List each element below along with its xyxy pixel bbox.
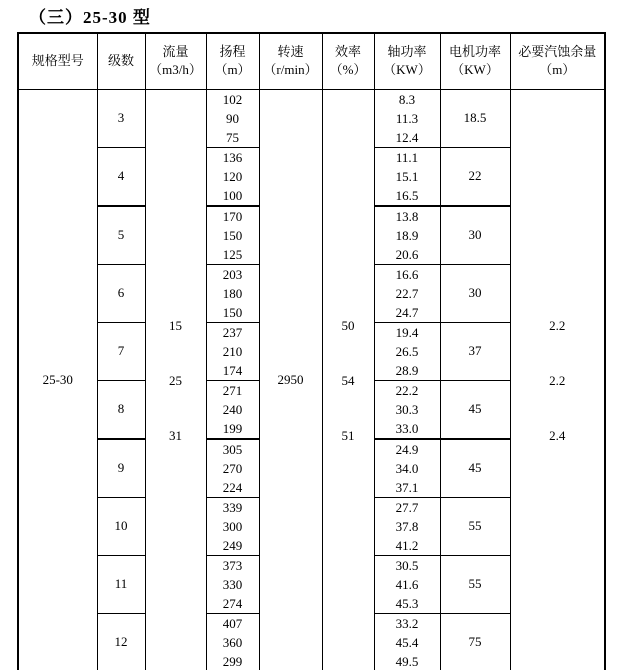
cell-stage: 9 xyxy=(97,439,145,498)
shaft-power-value: 16.5 xyxy=(395,187,419,203)
cell-stage: 7 xyxy=(97,322,145,380)
pump-spec-table xyxy=(17,32,606,670)
cell-head xyxy=(206,497,259,555)
shaft-power-value: 34.0 xyxy=(395,460,419,476)
cell-shaft-power xyxy=(374,497,440,555)
shaft-power-value: 33.2 xyxy=(395,615,419,631)
cell-shaft-power xyxy=(374,322,440,380)
cell-motor-power: 18.5 xyxy=(440,89,510,147)
header-cell-shaft-power xyxy=(374,33,440,89)
head-value: 150 xyxy=(222,304,243,320)
shaft-power-value: 33.0 xyxy=(395,420,419,436)
head-value: 249 xyxy=(222,537,243,553)
shaft-power-value: 30.5 xyxy=(395,557,419,573)
header-label: 流量 xyxy=(162,44,189,60)
header-label: 级数 xyxy=(107,53,134,69)
shaft-power-value: 27.7 xyxy=(395,499,419,515)
efficiency-value: 51 xyxy=(341,427,355,443)
cell-shaft-power xyxy=(374,264,440,322)
head-value: 170 xyxy=(222,208,243,224)
cell-head xyxy=(206,555,259,613)
header-cell-model xyxy=(18,33,97,89)
head-value: 407 xyxy=(222,615,243,631)
flow-value: 15 xyxy=(169,317,182,333)
head-value: 203 xyxy=(222,266,243,282)
head-value: 100 xyxy=(222,187,243,203)
head-value: 339 xyxy=(222,499,243,515)
shaft-power-value: 22.2 xyxy=(395,382,419,398)
head-value: 360 xyxy=(222,634,243,650)
cell-model xyxy=(18,89,97,670)
header-unit: （KW） xyxy=(383,62,431,78)
head-value: 270 xyxy=(222,460,243,476)
npsh-value: 2.4 xyxy=(549,427,566,443)
header-unit: （m3/h） xyxy=(149,62,202,78)
shaft-power-value: 37.8 xyxy=(395,518,419,534)
shaft-power-value: 8.3 xyxy=(398,91,416,107)
speed-value: 2950 xyxy=(277,372,304,387)
shaft-power-value: 24.9 xyxy=(395,441,419,457)
cell-motor-power: 55 xyxy=(440,497,510,555)
head-value: 373 xyxy=(222,557,243,573)
cell-motor-power: 45 xyxy=(440,439,510,498)
shaft-power-value: 18.9 xyxy=(395,227,419,243)
shaft-power-value: 11.1 xyxy=(395,149,419,165)
cell-stage: 5 xyxy=(97,206,145,265)
cell-head xyxy=(206,206,259,265)
head-value: 330 xyxy=(222,576,243,592)
shaft-power-value: 45.3 xyxy=(395,595,419,611)
shaft-power-value: 15.1 xyxy=(395,168,419,184)
head-value: 174 xyxy=(222,362,243,378)
header-label: 扬程 xyxy=(219,44,246,60)
head-value: 240 xyxy=(222,401,243,417)
header-label: 轴功率 xyxy=(387,44,427,60)
head-value: 90 xyxy=(226,110,239,126)
cell-motor-power: 30 xyxy=(440,264,510,322)
head-value: 120 xyxy=(222,168,243,184)
cell-stage: 4 xyxy=(97,147,145,206)
shaft-power-value: 16.6 xyxy=(395,266,419,282)
header-label: 必要汽蚀余量 xyxy=(518,44,597,60)
shaft-power-value: 24.7 xyxy=(395,304,419,320)
cell-shaft-power xyxy=(374,380,440,439)
cell-stage: 12 xyxy=(97,613,145,670)
header-unit: （r/min） xyxy=(263,62,318,78)
cell-head xyxy=(206,439,259,498)
shaft-power-value: 37.1 xyxy=(395,479,419,495)
cell-head xyxy=(206,264,259,322)
cell-head xyxy=(206,613,259,670)
efficiency-value: 54 xyxy=(341,372,355,388)
head-value: 305 xyxy=(222,441,243,457)
cell-flow xyxy=(145,89,206,670)
head-value: 271 xyxy=(222,382,243,398)
header-cell-speed xyxy=(259,33,322,89)
cell-shaft-power xyxy=(374,206,440,265)
shaft-power-value: 13.8 xyxy=(395,208,419,224)
cell-head xyxy=(206,147,259,206)
cell-shaft-power xyxy=(374,555,440,613)
cell-motor-power: 55 xyxy=(440,555,510,613)
cell-motor-power: 37 xyxy=(440,322,510,380)
cell-stage: 11 xyxy=(97,555,145,613)
header-row xyxy=(18,33,605,89)
head-value: 125 xyxy=(222,246,243,262)
header-cell-motor-power xyxy=(440,33,510,89)
header-label: 规格型号 xyxy=(31,53,84,69)
header-unit: （KW） xyxy=(451,62,499,78)
cell-shaft-power xyxy=(374,89,440,147)
npsh-value: 2.2 xyxy=(549,317,566,333)
shaft-power-value: 22.7 xyxy=(395,285,419,301)
header-cell-npsh xyxy=(510,33,605,89)
cell-motor-power: 45 xyxy=(440,380,510,439)
head-value: 136 xyxy=(222,149,243,165)
shaft-power-value: 49.5 xyxy=(395,653,419,669)
cell-stage: 8 xyxy=(97,380,145,439)
cell-shaft-power xyxy=(374,613,440,670)
cell-efficiency xyxy=(322,89,374,670)
efficiency-value: 50 xyxy=(341,317,355,333)
head-value: 300 xyxy=(222,518,243,534)
head-value: 102 xyxy=(222,91,243,107)
cell-shaft-power xyxy=(374,147,440,206)
npsh-value: 2.2 xyxy=(549,372,566,388)
head-value: 199 xyxy=(222,420,243,436)
header-label: 转速 xyxy=(277,44,304,60)
cell-stage: 3 xyxy=(97,89,145,147)
model-value: 25-30 xyxy=(42,372,73,387)
shaft-power-value: 20.6 xyxy=(395,246,419,262)
header-cell-efficiency xyxy=(322,33,374,89)
flow-value: 31 xyxy=(169,427,182,443)
cell-motor-power: 30 xyxy=(440,206,510,265)
shaft-power-value: 41.2 xyxy=(395,537,419,553)
shaft-power-value: 45.4 xyxy=(395,634,419,650)
shaft-power-value: 28.9 xyxy=(395,362,419,378)
header-unit: （m） xyxy=(214,62,251,78)
shaft-power-value: 11.3 xyxy=(395,110,419,126)
cell-stage: 10 xyxy=(97,497,145,555)
shaft-power-value: 41.6 xyxy=(395,576,419,592)
header-cell-head xyxy=(206,33,259,89)
head-value: 224 xyxy=(222,479,243,495)
head-value: 150 xyxy=(222,227,243,243)
cell-head xyxy=(206,322,259,380)
shaft-power-value: 19.4 xyxy=(395,324,419,340)
page-title: （三）25-30 型 xyxy=(29,8,151,27)
cell-shaft-power xyxy=(374,439,440,498)
head-value: 237 xyxy=(222,324,243,340)
header-label: 电机功率 xyxy=(448,44,501,60)
header-cell-flow xyxy=(145,33,206,89)
shaft-power-value: 12.4 xyxy=(395,129,419,145)
cell-head xyxy=(206,89,259,147)
head-value: 180 xyxy=(222,285,243,301)
flow-value: 25 xyxy=(169,372,182,388)
header-unit: （m） xyxy=(539,62,576,78)
head-value: 210 xyxy=(222,343,243,359)
head-value: 75 xyxy=(226,129,239,145)
cell-stage: 6 xyxy=(97,264,145,322)
header-unit: （%） xyxy=(329,62,367,78)
shaft-power-value: 26.5 xyxy=(395,343,419,359)
header-label: 效率 xyxy=(334,44,361,60)
table-row xyxy=(18,89,605,147)
head-value: 299 xyxy=(222,653,243,669)
cell-head xyxy=(206,380,259,439)
head-value: 274 xyxy=(222,595,243,611)
cell-npsh xyxy=(510,89,605,670)
cell-motor-power: 75 xyxy=(440,613,510,670)
shaft-power-value: 30.3 xyxy=(395,401,419,417)
header-cell-stages xyxy=(97,33,145,89)
cell-motor-power: 22 xyxy=(440,147,510,206)
cell-speed xyxy=(259,89,322,670)
